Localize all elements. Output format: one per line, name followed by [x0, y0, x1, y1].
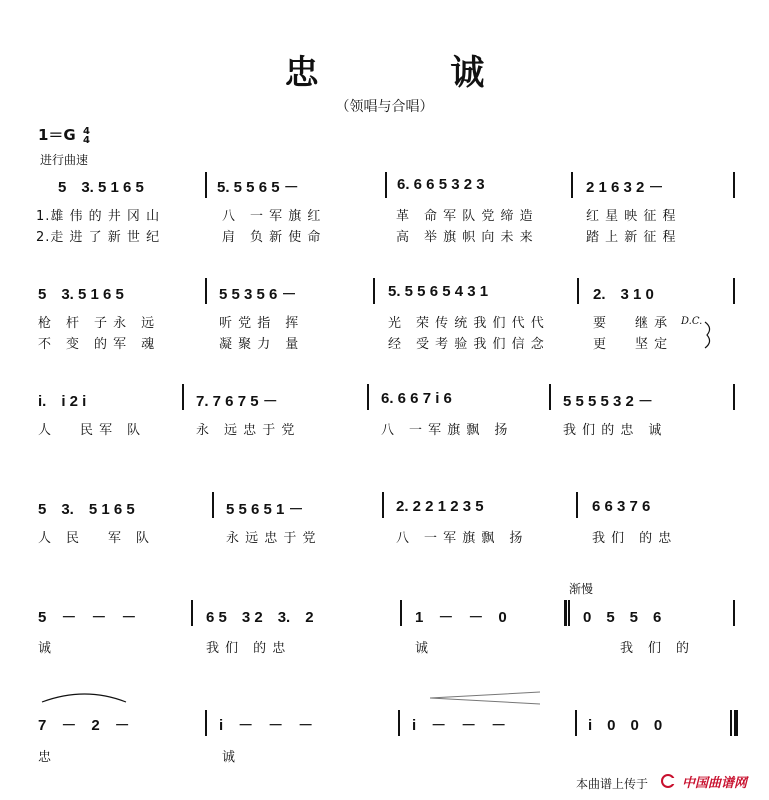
lyric-verse1: 枪 杆 子 永 远	[38, 316, 156, 331]
barline	[733, 172, 735, 198]
final-barline	[734, 710, 738, 736]
barline	[576, 492, 578, 518]
measure-notes: i 0 0 0	[588, 717, 663, 734]
barline	[577, 278, 579, 304]
measure-notes: 5 3. 5 1 6 5	[38, 286, 124, 303]
measure-notes: 2 1 6 3 2 －	[586, 179, 664, 196]
measure-notes: 5 － － －	[38, 609, 137, 626]
barline	[205, 710, 207, 736]
measure-notes: 5. 5 5 6 5 －	[217, 179, 299, 196]
barline	[733, 278, 735, 304]
lyric-verse1: 诚	[222, 750, 237, 765]
measure-notes: 0 5 5 6	[583, 609, 662, 626]
measure-notes: 7. 7 6 7 5 －	[196, 393, 278, 410]
barline	[367, 384, 369, 410]
site-logo-icon	[661, 774, 677, 788]
barline	[212, 492, 214, 518]
time-sig-top: 4	[82, 125, 90, 137]
barline	[382, 492, 384, 518]
time-signature	[83, 127, 90, 145]
measure-notes: 5 5 3 5 6 －	[219, 286, 297, 303]
lyric-verse2: 经 受 考 验 我 们 信 念	[388, 337, 545, 352]
lyric-verse2: 凝 聚 力 量	[219, 337, 300, 352]
lyric-verse1: 听 党 指 挥	[219, 316, 300, 331]
lyric-verse1: 八 一 军 旗 红	[222, 209, 322, 224]
tempo-change: 渐慢	[569, 582, 594, 596]
measure-notes: 5 5 5 5 3 2 －	[563, 393, 654, 410]
barline	[575, 710, 577, 736]
barline	[385, 172, 387, 198]
lyric-verse2: 更 坚 定	[593, 337, 669, 352]
song-title: 忠 诚	[284, 53, 545, 93]
barline	[568, 600, 570, 626]
lyric-verse1: 我 们 的 忠 诚	[563, 423, 663, 438]
measure-notes: 2. 3 1 0	[593, 286, 654, 303]
lyric-verse1: 八 一 军 旗 飘 扬	[396, 531, 524, 546]
measure-notes: 6 6 3 7 6	[592, 498, 651, 515]
barline	[730, 710, 732, 736]
key-signature	[38, 124, 90, 145]
lyric-verse2: 肩 负 新 使 命	[222, 230, 322, 245]
site-name-link[interactable]: 中国曲谱网	[682, 776, 748, 791]
barline	[182, 384, 184, 410]
lyric-verse1: 革 命 军 队 党 缔 造	[396, 209, 534, 224]
barline	[205, 278, 207, 304]
lyric-verse1: 忠	[38, 750, 53, 765]
measure-notes: i － － －	[412, 717, 507, 734]
lyric-verse1: 要 继 承	[593, 316, 669, 331]
lyric-verse2: 高 举 旗 帜 向 未 来	[396, 230, 534, 245]
measure-notes: 6. 6 6 7 i 6	[381, 390, 452, 407]
footer-text: 本曲谱上传于	[576, 777, 649, 791]
barline	[400, 600, 402, 626]
time-sig-bottom: 4	[82, 134, 90, 146]
lyric-verse1: 诚	[415, 641, 430, 656]
measure-notes: i － － －	[219, 717, 314, 734]
measure-notes: 5. 5 5 6 5 4 3 1	[388, 283, 489, 300]
key-label: 1＝G	[38, 126, 76, 144]
barline	[733, 384, 735, 410]
lyric-verse2: 不 变 的 军 魂	[38, 337, 156, 352]
lyric-verse1: 永 远 忠 于 党	[226, 531, 317, 546]
tempo-marking: 进行曲速	[40, 153, 89, 167]
measure-notes: 5 3. 5 1 6 5	[38, 501, 135, 518]
crescendo-hairpin-icon	[428, 690, 543, 706]
barline	[373, 278, 375, 304]
lyric-verse1: 1.雄 伟 的 井 冈 山	[36, 209, 161, 224]
measure-notes: 7 － 2 －	[38, 717, 130, 734]
measure-notes: 1 － － 0	[415, 609, 507, 626]
barline	[571, 172, 573, 198]
lyric-verse2: 踏 上 新 征 程	[586, 230, 677, 245]
measure-notes: 6. 6 6 5 3 2 3	[397, 176, 485, 193]
measure-notes: i. i 2 i	[38, 393, 87, 410]
lyric-verse1: 我 们 的 忠	[206, 641, 287, 656]
lyric-verse1: 我 们 的 忠	[592, 531, 673, 546]
tie-arc-icon	[40, 690, 130, 704]
measure-notes: 5 5 6 5 1 －	[226, 501, 304, 518]
lyric-verse1: 红 星 映 征 程	[586, 209, 677, 224]
barline	[733, 600, 735, 626]
lyric-verse2: 2.走 进 了 新 世 纪	[36, 230, 161, 245]
song-subtitle: （领唱与合唱）	[335, 99, 434, 115]
barline	[398, 710, 400, 736]
barline	[549, 384, 551, 410]
measure-notes: 6 5 3 2 3. 2	[206, 609, 314, 626]
lyric-verse1: 诚	[38, 641, 53, 656]
dc-marking: D.C.	[681, 316, 703, 327]
measure-notes: 5 3. 5 1 6 5	[58, 179, 144, 196]
barline	[191, 600, 193, 626]
lyric-verse1: 人 民 军 队	[38, 531, 151, 546]
lyric-verse1: 永 远 忠 于 党	[196, 423, 296, 438]
lyric-verse1: 人 民 军 队	[38, 423, 142, 438]
measure-notes: 2. 2 2 1 2 3 5	[396, 498, 484, 515]
lyric-verse1: 我 们 的	[620, 641, 691, 656]
lyric-verse1: 光 荣 传 统 我 们 代 代	[388, 316, 545, 331]
barline	[205, 172, 207, 198]
lyric-verse1: 八 一 军 旗 飘 扬	[381, 423, 509, 438]
barline	[564, 600, 567, 626]
repeat-brace-icon	[703, 320, 715, 350]
